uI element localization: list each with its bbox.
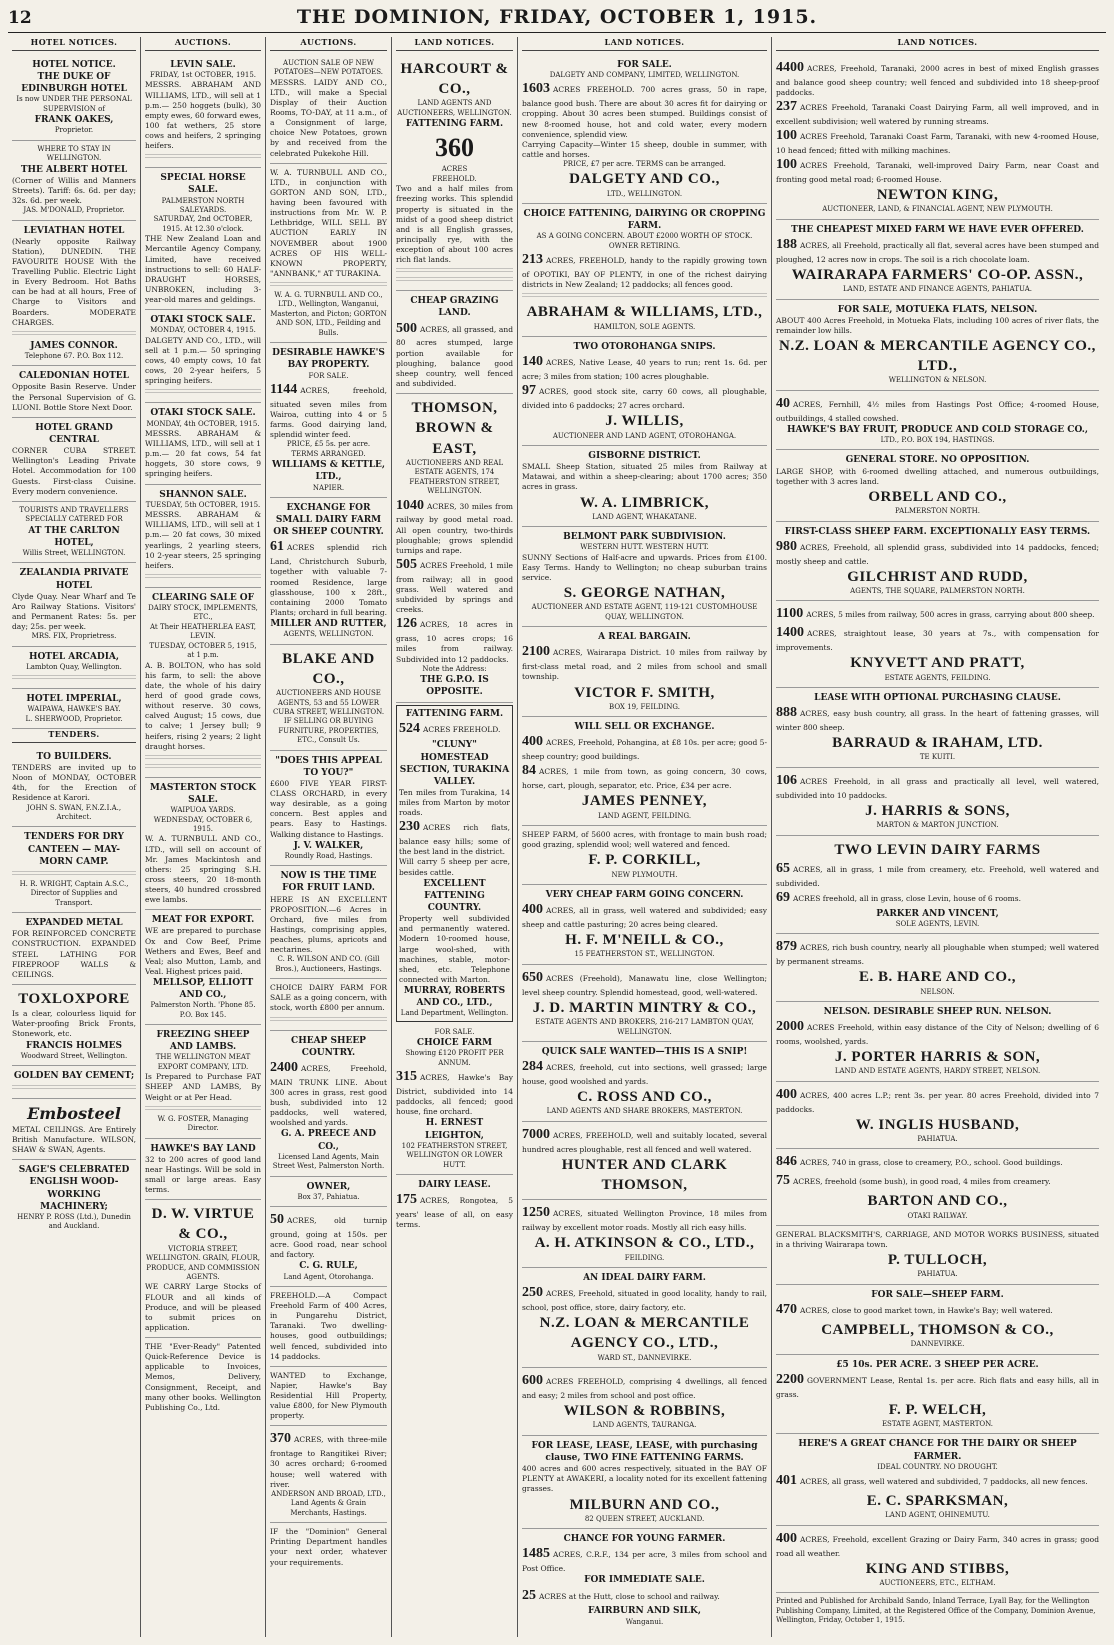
ad-caledonian-hotel: CALEDONIAN HOTEL Opposite Basin Reserve. Under the Personal Supervision of G. LUONI. Bottle Store Next Door. (12, 366, 136, 418)
ad-manawatu-line: 650 ACRES (Freehold), Manawatu line, close Wellington; level sheep country. Splendid homestead, good, well-watered. J. D. MARTIN MINTRY & CO., ESTATE AGENTS AND BROKERS, 216-217 LAMBTON QUAY, WELLINGTON. (522, 965, 767, 1042)
ad-fruit-land: NOW IS THE TIME FOR FRUIT LAND. HERE IS AN EXCELLENT PROPOSITION.—6 Acres in Orchard, five miles from Hastings, comprising apples, peaches, plums, apricots and nectarines. C. R. WILSON AND CO. (Gill Bros.), Auctioneers, Hastings. (270, 866, 387, 979)
ad-hotel-arcadia: HOTEL ARCADIA, Lambton Quay, Wellington. (12, 647, 136, 690)
section-heading: LAND NOTICES. (522, 37, 767, 51)
ad-otaki-sale-abraham: OTAKI STOCK SALE. MONDAY, 4th OCTOBER, 1915. MESSRS. ABRAHAM & WILLIAMS, LTD., will sell at 1 p.m.— 20 fat cows, 54 fat hoggets, 30 store cows, 9 springing heifers. (145, 403, 261, 484)
ad-young-farmer: CHANCE FOR YOUNG FARMER. 1485 ACRES, C.R.F., 134 per acre, 3 miles from school and Post Office. FOR IMMEDIATE SALE. 25 ACRES at the Hutt, close to school and railway. FAIRBURN AND SILK, Wanganui. (522, 1534, 767, 1626)
ad-awakeri-lease: FOR LEASE, LEASE, LEASE, with purchasing clause, TWO FINE FATTENING FARMS. 400 acres and 600 acres respectively, situated in the BAY OF PLENTY at AWAKERI, a locality noted for its excellent fattening grasses. MILBURN AND CO., 82 QUEEN STREET, AUCKLAND. (522, 1436, 767, 1529)
ad-dairy-lease: DAIRY LEASE. 175 ACRES, Rongotea, 5 years' lease of all, on easy terms. (396, 1180, 513, 1230)
section-heading: LAND NOTICES. (776, 37, 1099, 51)
ad-rangitikei: 370 ACRES, with three-mile frontage to Rangitikei River; 30 acres orchard; 6-roomed house; well watered with river. ANDERSON AND BROAD, LTD., Land Agents & Grain Merchants, Hastings. (270, 1426, 387, 1523)
ad-carlton-hotel: TOURISTS AND TRAVELLERS SPECIALLY CATERED FOR AT THE CARLTON HOTEL, Willis Street, WELLINGTON. (12, 502, 136, 564)
ad-hotel-imperial: HOTEL IMPERIAL, WAIPAWA, HAWKE'S BAY. L. SHERWOOD, Proprietor. (12, 689, 136, 729)
newspaper-title: THE DOMINION, FRIDAY, OCTOBER 1, 1915. (296, 6, 818, 28)
ad-choice-dairy: CHOICE DAIRY FARM FOR SALE as a going concern, with stock, worth £800 per annum. (270, 979, 387, 1030)
ad-dw-virtue: D. W. VIRTUE & CO., VICTORIA STREET, WELLINGTON. GRAIN, FLOUR, PRODUCE, AND COMMISSION AGENTS. WE CARRY Large Stocks of FLOUR and all kinds of Produce, and will be pleased to submit prices on application. (145, 1200, 261, 1338)
ad-grand-central: HOTEL GRAND CENTRAL CORNER CUBA STREET. Wellington's Leading Private Hotel. Accommodation for 100 Guests. First-class Cuisine. Every modern convenience. (12, 418, 136, 502)
ad-sheep-farm-corkill: SHEEP FARM, of 5600 acres, with frontage to main bush road; good grazing, splendid wool; well watered and fenced. F. P. CORKILL, NEW PLYMOUTH. (522, 826, 767, 885)
ad-fattening-farm-cluny: FATTENING FARM. 524 ACRES FREEHOLD. "CLUNY" HOMESTEAD SECTION, TURAKINA VALLEY. Ten miles from Turakina, 14 miles from Marton by motor roads. 230 ACRES rich flats, balance easy hills; some of the best land in the district. Will carry 5 sheep per acre, besides cattle. EXCELLENT FATTENING COUNTRY. Property well subdivided and permanently watered. Modern 10-roomed house, large wool-shed, with machines, stable, motor-shed, etc. Telephone connected with Marton. MURRAY, ROBERTS AND CO., LTD., Land Department, Wellington. (396, 705, 513, 1021)
ad-tauranga-600: 600 ACRES FREEHOLD, comprising 4 dwellings, all fenced and easy; 2 miles from school and post office. WILSON & ROBBINS, LAND AGENTS, TAURANGA. (522, 1368, 767, 1436)
section-heading: HOTEL NOTICES. (12, 37, 136, 51)
ad-real-bargain: A REAL BARGAIN. 2100 ACRES, Wairarapa District. 10 miles from railway by first-class metal road, and 2 miles from school and small township. VICTOR F. SMITH, BOX 19, FEILDING. (522, 627, 767, 717)
ad-new-potatoes: AUCTION SALE OF NEW POTATOES—NEW POTATOES. MESSRS. LAIDY AND CO., LTD., will make a Special Display of their Auction Rooms, TO-DAY, at 11 a.m., of a Consignment of large, choice New Potatoes, grown by and received from the celebrated Pukekohe Hill. (270, 55, 387, 164)
ad-hawkes-bay-property: DESIRABLE HAWKE'S BAY PROPERTY. FOR SALE. 1144 ACRES, freehold, situated seven miles from Wairoa, cutting into 4 or 5 farms. Good dairying land, splendid winter feed. PRICE, £5 5s. per acre. TERMS ARRANGED. WILLIAMS & KETTLE, LTD., NAPIER. (270, 343, 387, 498)
ad-freezing-sheep: FREEZING SHEEP AND LAMBS. THE WELLINGTON MEAT EXPORT COMPANY, LTD. Is Prepared to Purchase FAT SHEEP AND LAMBS, By Weight or at Per Head. W. G. FOSTER, Managing Director. (145, 1025, 261, 1138)
section-heading: AUCTIONS. (270, 37, 387, 51)
ad-opotiki-farm: CHOICE FATTENING, DAIRYING OR CROPPING FARM. AS A GOING CONCERN. ABOUT £2000 WORTH OF STOCK. OWNER RETIRING. 213 ACRES, FREEHOLD, handy to the rapidly growing town of OPOTIKI, BAY OF PLENTY, in one of the richest dairying districts in New Zealand; 12 paddocks; all fences good. ABRAHAM & WILLIAMS, LTD., HAMILTON, SOLE AGENTS. (522, 204, 767, 337)
ad-gisborne: GISBORNE DISTRICT. SMALL Sheep Station, situated 25 miles from Railway at Matawai, and within a sheep-clearing; about 1700 acres; 350 acres in grass. W. A. LIMBRICK, LAND AGENT, WHAKATANE. (522, 446, 767, 527)
ad-dry-canteen: TENDERS FOR DRY CANTEEN — MAY-MORN CAMP. H. R. WRIGHT, Captain A.S.C., Director of Supplies and Transport. (12, 827, 136, 913)
ad-pohangina: WILL SELL OR EXCHANGE. 400 ACRES, Freehold, Pohangina, at £8 10s. per acre; good 5-sheep country; good buildings. 84 ACRES, 1 mile from town, as going concern, 30 cows, horse, cart, plough, separator, etc. Price, £34 per acre. JAMES PENNEY, LAND AGENT, FEILDING. (522, 717, 767, 826)
ad-expanded-metal: EXPANDED METAL FOR REINFORCED CONCRETE CONSTRUCTION. EXPANDED STEEL LATHING FOR FIREPROOF WALLS & CEILINGS. (12, 913, 136, 985)
column-auctions-1 (140, 37, 265, 1637)
ad-compact-freehold: FREEHOLD.—A Compact Freehold Farm of 400 Acres, in Pungarehu District, Taranaki. Two dwelling-houses, good outbuildings; well fenced, subdivided into 14 paddocks. (270, 1287, 387, 1367)
ad-sage-machinery: SAGE'S CELEBRATED ENGLISH WOOD-WORKING MACHINERY; HENRY P. ROSS (Ltd.), Dunedin and Auckland. (17, 1165, 131, 1231)
ad-first-class-sheep: FIRST-CLASS SHEEP FARM. EXCEPTIONALLY EASY TERMS. 980 ACRES, Freehold, all splendid grass, subdivided into 14 paddocks, fenced; mostly sheep and cattle. GILCHRIST AND RUDD, AGENTS, THE SQUARE, PALMERSTON NORTH. (776, 522, 1099, 602)
ad-hare-co: 879 ACRES, rich bush country, nearly all ploughable when stumped; well watered by permanent streams. E. B. HARE AND CO., NELSON. (776, 934, 1099, 1002)
masthead (8, 6, 1106, 33)
column-auctions-2 (265, 37, 391, 1637)
ad-king-stibbs: 400 ACRES, Freehold, excellent Grazing or Dairy Farm, 340 acres in grass; good road all weather. KING AND STIBBS, AUCTIONEERS, ETC., ELTHAM. (776, 1526, 1099, 1594)
ad-levin-dairy-farms: TWO LEVIN DAIRY FARMS 65 ACRES, all in grass, 1 mile from creamery, etc. Freehold, well watered and subdivided. 69 ACRES freehold, all in grass, close Levin, house of 6 rooms. PARKER AND VINCENT, SOLE AGENTS, LEVIN. (776, 836, 1099, 935)
ad-exchange-dairy: EXCHANGE FOR SMALL DAIRY FARM OR SHEEP COUNTRY. 61 ACRES splendid rich Land, Christchurch Suburb, together with valuable 7-roomed Residence, large glasshouse, 100 x 28ft., containing 2000 Tomato Plants; orchard in full bearing. MILLER AND RUTTER, AGENTS, WELLINGTON. (270, 498, 387, 645)
ad-campbell-thomson: FOR SALE—SHEEP FARM. 470 ACRES, close to good market town, in Hawke's Bay; well watered. CAMPBELL, THOMSON & CO., DANNEVIRKE. (776, 1285, 1099, 1355)
section-heading: LAND NOTICES. (396, 37, 513, 51)
ad-turnip-ground: 50 ACRES, old turnip ground, going at 150s. per acre. Good road, near school and factory. C. G. RULE, Land Agent, Otorohanga. (270, 1207, 387, 1287)
ad-belmont-park: BELMONT PARK SUBDIVISION. WESTERN HUTT. WESTERN HUTT. SUNNY Sections of Half-acre and upwards. Prices from £100. Easy Terms. Handy to Wellington; no cheap suburban trains service. S. GEORGE NATHAN, AUCTIONEER AND ESTATE AGENT, 119-121 CUSTOMHOUSE QUAY, WELLINGTON. (522, 527, 767, 627)
section-heading-tenders: TENDERS. (12, 729, 136, 743)
ad-leviathan-hotel: LEVIATHAN HOTEL (Nearly opposite Railway Station), DUNEDIN. THE FAVOURITE HOUSE With the Travelling Public. Electric Light in Every Bedroom. Hot Baths can be had at all hours, Free of Charge to Visitors and Boarders. MODERATE CHARGES. JAMES CONNOR. Telephone 67. P.O. Box 112. (12, 221, 136, 367)
ad-quick-sale: QUICK SALE WANTED—THIS IS A SNIP! 284 ACRES, freehold, cut into sections, well grassed; large house, good woolshed and yards. C. ROSS AND CO., LAND AGENTS AND SHARE BROKERS, MASTERTON. (522, 1042, 767, 1122)
columns (8, 37, 1106, 1637)
ad-thomson-brown-east: THOMSON, BROWN & EAST, AUCTIONEERS AND REAL ESTATE AGENTS, 174 FEATHERSTON STREET, WELLINGTON. 1040 ACRES, 30 miles from railway by good metal road. All open country, two-thirds ploughable; grows splendid turnips and rape. 505 ACRES Freehold, 1 mile from railway; all in good grass. Well watered and subdivided by springs and creeks. 126 ACRES, 18 acres in grass, 10 acres crops; 16 miles from railway. Subdivided into 12 paddocks. Note the Address: THE G.P.O. IS OPPOSITE. (396, 394, 513, 703)
ad-does-this-appeal: "DOES THIS APPEAL TO YOU?" £600 FIVE YEAR FIRST-CLASS ORCHARD, in every way desirable, as a going concern. Best apples and pears. Easy to Hastings. Walking distance to Hastings. J. V. WALKER, Roundly Road, Hastings. (270, 751, 387, 867)
ad-dominion-printing: IF the "Dominion" General Printing Department handles your next order, whatever your requirements. (270, 1527, 387, 1567)
ad-levin-sale: LEVIN SALE. FRIDAY, 1st OCTOBER, 1915. MESSRS. ABRAHAM AND WILLIAMS, LTD., will sell at 1 p.m.— 250 hoggets (bulk), 30 empty ewes, 60 forward ewes, 100 fat wethers, 25 store cows and heifers, 2 springing heifers. (145, 55, 261, 168)
ad-wanted-exchange: WANTED to Exchange, Napier, Hawke's Bay Residential Hill Property, value £800, for New Plymouth property. (270, 1367, 387, 1427)
ad-inglis-husband: 400 ACRES, 400 acres L.P.; rent 3s. per year. 80 acres Freehold, divided into 7 paddocks. W. INGLIS HUSBAND, PAHIATUA. (776, 1082, 1099, 1150)
printer-imprint: Printed and Published for Archibald Sando, Inland Terrace, Lyall Bay, for the Wellington Publishing Company, Limited, at the Registered Office of the Company, Dominion Avenue, Wellington, Friday, October 1, 1915. (776, 1597, 1096, 1625)
ad-ideal-dairy-farm: AN IDEAL DAIRY FARM. 250 ACRES, Freehold, situated in good locality, handy to rail, school, post office, store, dairy factory, etc. N.Z. LOAN & MERCANTILE AGENCY CO., LTD., WARD ST., DANNEVIRKE. (522, 1268, 767, 1368)
ad-motueka-flats: FOR SALE, MOTUEKA FLATS, NELSON. ABOUT 400 Acres Freehold, in Motueka Flats, including 100 acres of river flats, the remainder low hills. N.Z. LOAN & MERCANTILE AGENCY CO., LTD., WELLINGTON & NELSON. (776, 300, 1099, 391)
ad-cheap-sheep-country: CHEAP SHEEP COUNTRY. 2400 ACRES, Freehold, MAIN TRUNK LINE. About 300 acres in grass, rest good bush, subdivided into 12 paddocks, well watered, woolshed and yards. G. A. PREECE AND CO., Licensed Land Agents, Main Street West, Palmerston North. (270, 1031, 387, 1177)
ad-zealandia-hotel: ZEALANDIA PRIVATE HOTEL Clyde Quay. Near Wharf and Te Aro Railway Stations. Visitors' and Permanent Rates: 5s. per day; 25s. per week. MRS. FIX, Proprietress. (12, 563, 136, 646)
ad-hawkes-bay-land: HAWKE'S BAY LAND 32 to 200 acres of good land near Hastings. Will be sold in small or large areas. Easy terms. (145, 1139, 261, 1201)
ad-clearing-sale: CLEARING SALE OF DAIRY STOCK, IMPLEMENTS, ETC., At Their HEATHERLEA EAST, LEVIN. TUESDAY, OCTOBER 5, 1915, at 1 p.m. A. B. BOLTON, who has sold his farm, to sell: the above date, the whole of his dairy herd of good grade cows, without reserve. 30 cows, calved August; 15 cows, due to calve; 1 Jersey bull; 9 heifers, rising 2 years; 2 light draught horses. (145, 588, 261, 778)
ad-otorohanga-snips: TWO OTOROHANGA SNIPS. 140 ACRES, Native Lease, 40 years to run; rent 1s. 6d. per acre; 3 miles from station; 100 acres ploughable. 97 ACRES, good stock site, carry 60 cows, all ploughable, divided into 6 paddocks; 27 acres orchard. J. WILLIS, AUCTIONEER AND LAND AGENT, OTOROHANGA. (522, 337, 767, 446)
ad-lease-option: LEASE WITH OPTIONAL PURCHASING CLAUSE. 888 ACRES, easy bush country, all grass. In the heart of fattening grasses, will winter 800 sheep. BARRAUD & IRAHAM, LTD. TE KUITI. (776, 688, 1099, 768)
ad-special-horse-sale: SPECIAL HORSE SALE. PALMERSTON NORTH SALEYARDS. SATURDAY, 2nd OCTOBER, 1915. At 12.30 o'clock. THE New Zealand Loan and Mercantile Agency Company, Limited, have received instructions to sell: 60 HALF-DRAUGHT HORSES, UNBROKEN, including 3-year-old mares and geldings. (145, 168, 261, 310)
ad-dalgety-1603: FOR SALE. DALGETY AND COMPANY, LIMITED, WELLINGTON. 1603 ACRES FREEHOLD. 700 acres grass, 50 in rape, balance good bush. There are about 30 acres fit for dairying or cropping. About 30 acres been stumped. Buildings consist of new 8-roomed house, hot and cold water, every modern convenience, splendid view. Carrying Capacity—Winter 15 sheep, double in summer, with cattle and horses. PRICE, £7 per acre. TERMS can be arranged. DALGETY AND CO., LTD., WELLINGTON. (522, 55, 767, 204)
ad-1250-acres: 1250 ACRES, situated Wellington Province, 18 miles from railway by excellent motor roads. Mostly all rich easy hills. A. H. ATKINSON & CO., LTD., FEILDING. (522, 1200, 767, 1268)
ad-blake-co: BLAKE AND CO., AUCTIONEERS AND HOUSE AGENTS, 53 and 55 LOWER CUBA STREET, WELLINGTON. IF SELLING OR BUYING FURNITURE, PROPERTIES, ETC., Consult Us. (270, 645, 387, 751)
ad-very-cheap-farm: VERY CHEAP FARM GOING CONCERN. 400 ACRES, all in grass, well watered and subdivided; easy sheep and cattle pasturing; 20 acres being cleared. H. F. M'NEILL & CO., 15 FEATHERSTON ST., WELLINGTON. (522, 885, 767, 965)
ad-barton-co: 846 ACRES, 740 in grass, close to creamery, P.O., school. Good buildings. 75 ACRES, freehold (some bush), in good road, 4 miles from creamery. BARTON AND CO., OTAKI RAILWAY. (776, 1149, 1099, 1225)
page-number: 12 (8, 8, 32, 28)
ad-tenders-builders: TO BUILDERS. TENDERS are invited up to Noon of MONDAY, OCTOBER 4th, for the Erection of Residence at Karori. JOHN S. SWAN, F.N.Z.I.A., Architect. (12, 747, 136, 828)
ad-embosteel: Embosteel METAL CEILINGS. Are Entirely British Manufacture. WILSON, SHAW & SWAN, Agents. (12, 1099, 136, 1160)
ad-newton-king: 4400 ACRES, Freehold, Taranaki, 2000 acres in best of mixed English grasses and balance good sheep country; well fenced and subdivided into 18 sheep-proof paddocks. 237 ACRES Freehold, Taranaki Coast Dairying Farm, all well improved, and in excellent subdivision; well watered by running streams. 100 ACRES Freehold, Taranaki Coast Farm, Taranaki, with new 4-roomed House, 10 head fenced; fitted with milking machines. 100 ACRES Freehold, Taranaki, well-improved Dairy Farm, near Coast and fronting good metal road; 6-roomed House. NEWTON KING, AUCTIONEER, LAND, & FINANCIAL AGENT, NEW PLYMOUTH. (776, 55, 1099, 220)
ad-masterton-sale: MASTERTON STOCK SALE. WAIPUOA YARDS. WEDNESDAY, OCTOBER 6, 1915. W. A. TURNBULL AND CO., LTD., will sell on account of Mr. James Mackintosh and others: 25 springing S.H. cross steers, 20 18-month steers, 40 hundred crossbred ewe lambs. (145, 778, 261, 910)
ad-general-store: GENERAL STORE. NO OPPOSITION. LARGE SHOP, with 6-roomed dwelling attached, and numerous outbuildings, together with 3 acres land. ORBELL AND CO., PALMERSTON NORTH. (776, 450, 1099, 521)
column-land-notices-1 (391, 37, 517, 1637)
ad-otaki-sale-dalgety: OTAKI STOCK SALE. MONDAY, OCTOBER 4, 1915. DALGETY AND CO., LTD., will sell at 1 p.m.— 50 springing cows, 40 empty cows, 10 fat cows, 20 2-year heifers, 5 springing heifers. (145, 310, 261, 403)
ad-ever-ready: THE "Ever-Ready" Patented Quick-Reference Device is applicable to Invoices, Memos, Delivery, Consignment, Receipt, and many other books. Wellington Publishing Co., Ltd. (145, 1342, 261, 1412)
ad-7000-acres: 7000 ACRES, FREEHOLD, well and suitably located, several hundred acres ploughable, rest all fenced and well watered. HUNTER AND CLARK THOMSON, (522, 1122, 767, 1201)
ad-cheapest-mixed-farm: THE CHEAPEST MIXED FARM WE HAVE EVER OFFERED. 188 ACRES, all Freehold, practically all flat, several acres have been stumped and ploughed, 12 acres now in crops. The soil is a rich chocolate loam. WAIRARAPA FARMERS' CO-OP. ASSN., LAND, ESTATE AND FINANCE AGENTS, PAHIATUA. (776, 220, 1099, 300)
ad-choice-farm: FOR SALE. CHOICE FARM Showing £120 PROFIT PER ANNUM. 315 ACRES, Hawke's Bay District, subdivided into 14 paddocks, all fenced; good house, fine orchard. H. ERNEST LEIGHTON, 102 FEATHERSTON STREET, WELLINGTON OR LOWER HUTT. (396, 1024, 513, 1175)
ad-harcourt: HARCOURT & CO., LAND AGENTS AND AUCTIONEERS, WELLINGTON. FATTENING FARM. 360 ACRES FREEHOLD. Two and a half miles from freezing works. This splendid property is situated in the midst of a good sheep district and is all English grasses, principally rye, with the exception of about 100 acres rich flat lands. (396, 55, 513, 291)
ad-duke-of-edinburgh: HOTEL NOTICE. THE DUKE OF EDINBURGH HOTEL Is now UNDER THE PERSONAL SUPERVISION of FRANK OAKES, Proprietor. (12, 55, 136, 141)
ad-shannon-sale: SHANNON SALE. TUESDAY, 5th OCTOBER, 1915. MESSRS. ABRAHAM & WILLIAMS, LTD., will sell at 1 p.m.— 20 fat cows, 30 mixed yearlings, 2 yearling steers, 10 2-year steers, 25 springing heifers. (145, 485, 261, 588)
column-land-notices-3 (771, 37, 1103, 1637)
ad-turnbull-annbank: W. A. TURNBULL AND CO., LTD., in conjunction with GORTON AND SON, LTD., having been favoured with instructions from Mr. W. P. Lethbridge, WILL SELL BY AUCTION EARLY IN NOVEMBER about 1900 ACRES OF HIS WELL-KNOWN PROPERTY, "ANNBANK," AT TURAKINA. W. A. G. TURNBULL AND CO., LTD., Wellington, Wanganui, Masterton, and Picton; GORTON AND SON, LTD., Feilding and Bulls. (270, 164, 387, 344)
ad-blacksmith-business: GENERAL BLACKSMITH'S, CARRIAGE, AND MOTOR WORKS BUSINESS, situated in a thriving Wairarapa town. P. TULLOCH, PAHIATUA. (776, 1226, 1099, 1285)
ad-fernhill: 40 ACRES, Fernhill, 4½ miles from Hastings Post Office; 4-roomed House, outbuildings, 4 stalled cowshed. HAWKE'S BAY FRUIT, PRODUCE AND COLD STORAGE CO., LTD., P.O. BOX 194, HASTINGS. (776, 391, 1099, 451)
ad-owner-pahiatua: OWNER, Box 37, Pahiatua. (270, 1177, 387, 1208)
ad-golden-bay-cement: GOLDEN BAY CEMENT; (12, 1066, 136, 1099)
section-heading: AUCTIONS. (145, 37, 261, 51)
ad-meat-export: MEAT FOR EXPORT. WE are prepared to purchase Ox and Cow Beef, Prime Wethers and Ewes, Beef and Veal; also Mutton, Lamb, and Veal. Highest prices paid. MELLSOP, ELLIOTT AND CO., Palmerston North. 'Phone 85. P.O. Box 145. (145, 910, 261, 1025)
ad-toxloxpore: TOXLOXPORE Is a clear, colourless liquid for Water-proofing Brick Fronts, Stonework, etc. FRANCIS HOLMES Woodward Street, Wellington. (12, 985, 136, 1066)
ad-harris-sons: 106 ACRES Freehold, in all grass and practically all level, well watered, subdivided into 10 paddocks. J. HARRIS & SONS, MARTON & MARTON JUNCTION. (776, 768, 1099, 836)
ad-knyvett-pratt: 1100 ACRES, 5 miles from railway, 500 acres in grass, carrying about 800 sheep. 1400 ACRES, straightout lease, 30 years at 7s., with compensation for improvements. KNYVETT AND PRATT, ESTATE AGENTS, FEILDING. (776, 601, 1099, 688)
ad-albert-hotel: WHERE TO STAY IN WELLINGTON. THE ALBERT HOTEL (Corner of Willis and Manners Streets). Tariff: 6s. 6d. per day; 32s. 6d. per week. JAS. M'DONALD, Proprietor. (12, 141, 136, 221)
ad-nelson-sheep-run: NELSON. DESIRABLE SHEEP RUN. NELSON. 2000 ACRES Freehold, within easy distance of the City of Nelson; dwelling of 6 rooms, woolshed, yards. J. PORTER HARRIS & SON, LAND AND ESTATE AGENTS, HARDY STREET, NELSON. (776, 1002, 1099, 1082)
ad-sparksman: HERE'S A GREAT CHANCE FOR THE DAIRY OR SHEEP FARMER. IDEAL COUNTRY. NO DROUGHT. 401 ACRES, all grass, well watered and subdivided, 7 paddocks, all new fences. E. C. SPARKSMAN, LAND AGENT, OHINEMUTU. (776, 1434, 1099, 1525)
column-hotel-notices (8, 37, 140, 1637)
ad-cheap-grazing: CHEAP GRAZING LAND. 500 ACRES, all grassed, and 80 acres stumped, large portion available for ploughing, balance good sheep country, well fenced and subdivided. (396, 291, 513, 394)
ad-welch: £5 10s. PER ACRE. 3 SHEEP PER ACRE. 2200 GOVERNMENT Lease, Rental 1s. per acre. Rich flats and easy hills, all in grass. F. P. WELCH, ESTATE AGENT, MASTERTON. (776, 1355, 1099, 1435)
column-land-notices-2 (517, 37, 771, 1637)
